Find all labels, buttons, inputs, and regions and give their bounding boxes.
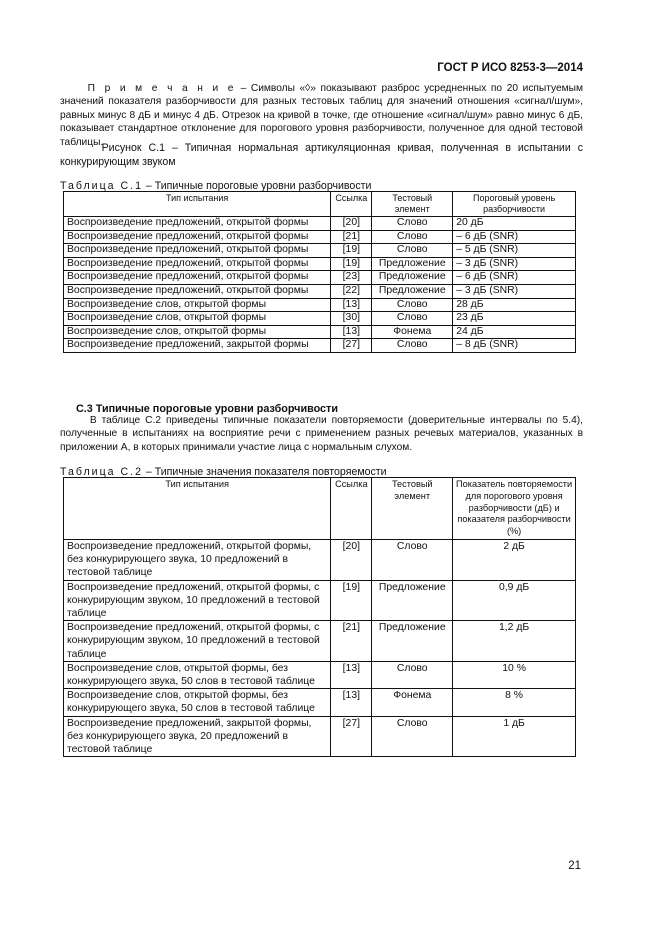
cell-test-type: Воспроизведение слов, открытой формы, без конкурирующего звука, 50 слов в тестовой таблице bbox=[64, 661, 331, 688]
cell-value: – 6 дБ (SNR) bbox=[453, 271, 576, 285]
cell-test-type: Воспроизведение предложений, открытой формы bbox=[64, 271, 331, 285]
table-row bbox=[64, 257, 576, 271]
cell-reference: [19] bbox=[331, 244, 372, 258]
cell-reference: [27] bbox=[331, 339, 372, 353]
table-row bbox=[64, 539, 576, 580]
table1-caption-text: – Типичные пороговые уровни разборчивости bbox=[142, 180, 372, 192]
figure-caption bbox=[60, 142, 583, 169]
cell-test-type: Воспроизведение слов, открытой формы bbox=[64, 298, 331, 312]
figure-caption-text: Рисунок С.1 – Типичная нормальная артикуляционная кривая, полученная в испытании с конкурирующим звуком bbox=[60, 142, 583, 168]
cell-test-element: Слово bbox=[372, 539, 453, 580]
note-paragraph bbox=[60, 82, 583, 149]
cell-test-type: Воспроизведение слов, открытой формы bbox=[64, 325, 331, 339]
table-header-row bbox=[64, 478, 576, 540]
cell-test-element: Слово bbox=[372, 217, 453, 231]
section-text: В таблице С.2 приведены типичные показатели повторяемости (доверительные интервалы по 5.4), полученные в испытаниях на восприятие речи с применением разных речевых материалов, указанных в приложении А, в которых принимали участие лица с нормальным слухом. bbox=[60, 415, 583, 453]
cell-value: 20 дБ bbox=[453, 217, 576, 231]
cell-test-type: Воспроизведение предложений, закрытой формы, без конкурирующего звука, 20 предложений в тестовой таблице bbox=[64, 716, 331, 757]
table-row bbox=[64, 244, 576, 258]
section-paragraph bbox=[60, 414, 583, 454]
cell-reference: [21] bbox=[331, 621, 372, 662]
header-repeatability: Показатель повторяемости для порогового уровня разборчивости (дБ) и показателя разборчивости (%) bbox=[453, 478, 576, 540]
table1-body bbox=[64, 217, 576, 353]
section-heading: С.3 Типичные пороговые уровни разборчивости bbox=[76, 403, 338, 415]
table-row bbox=[64, 716, 576, 757]
cell-reference: [13] bbox=[331, 661, 372, 688]
header-reference: Ссылка bbox=[331, 478, 372, 540]
cell-reference: [13] bbox=[331, 689, 372, 716]
cell-test-element: Фонема bbox=[372, 325, 453, 339]
cell-value: 2 дБ bbox=[453, 539, 576, 580]
table-row bbox=[64, 312, 576, 326]
header-threshold-level: Пороговый уровень разборчивости bbox=[453, 192, 576, 217]
cell-value: 23 дБ bbox=[453, 312, 576, 326]
table-row bbox=[64, 689, 576, 716]
note-label: П р и м е ч а н и е bbox=[87, 83, 236, 94]
cell-reference: [19] bbox=[331, 257, 372, 271]
header-test-type: Тип испытания bbox=[64, 478, 331, 540]
cell-reference: [22] bbox=[331, 284, 372, 298]
table-row bbox=[64, 339, 576, 353]
cell-value: 1 дБ bbox=[453, 716, 576, 757]
cell-test-type: Воспроизведение предложений, открытой формы, с конкурирующим звуком, 10 предложений в тестовой таблице bbox=[64, 621, 331, 662]
cell-test-type: Воспроизведение предложений, открытой формы bbox=[64, 230, 331, 244]
cell-test-type: Воспроизведение предложений, открытой формы bbox=[64, 284, 331, 298]
cell-test-type: Воспроизведение предложений, закрытой формы bbox=[64, 339, 331, 353]
cell-reference: [20] bbox=[331, 539, 372, 580]
cell-value: 0,9 дБ bbox=[453, 580, 576, 621]
table-threshold-levels bbox=[63, 191, 576, 353]
table-row bbox=[64, 661, 576, 688]
cell-test-type: Воспроизведение слов, открытой формы bbox=[64, 312, 331, 326]
table-row bbox=[64, 298, 576, 312]
table2-caption-text: – Типичные значения показателя повторяемости bbox=[142, 466, 387, 478]
cell-reference: [23] bbox=[331, 271, 372, 285]
cell-value: 8 % bbox=[453, 689, 576, 716]
header-reference: Ссылка bbox=[331, 192, 372, 217]
cell-test-element: Слово bbox=[372, 230, 453, 244]
cell-test-element: Предложение bbox=[372, 257, 453, 271]
cell-test-element: Предложение bbox=[372, 284, 453, 298]
cell-reference: [30] bbox=[331, 312, 372, 326]
cell-test-element: Слово bbox=[372, 298, 453, 312]
document-code-header: ГОСТ Р ИСО 8253-3—2014 bbox=[437, 62, 583, 74]
cell-reference: [21] bbox=[331, 230, 372, 244]
cell-test-type: Воспроизведение предложений, открытой формы bbox=[64, 217, 331, 231]
header-test-element: Тестовый элемент bbox=[372, 192, 453, 217]
table-row bbox=[64, 230, 576, 244]
cell-value: – 5 дБ (SNR) bbox=[453, 244, 576, 258]
cell-test-element: Слово bbox=[372, 661, 453, 688]
cell-value: 24 дБ bbox=[453, 325, 576, 339]
cell-value: – 6 дБ (SNR) bbox=[453, 230, 576, 244]
cell-reference: [13] bbox=[331, 325, 372, 339]
cell-test-type: Воспроизведение предложений, открытой формы bbox=[64, 244, 331, 258]
cell-test-element: Предложение bbox=[372, 621, 453, 662]
table-row bbox=[64, 217, 576, 231]
cell-test-element: Слово bbox=[372, 312, 453, 326]
table-row bbox=[64, 325, 576, 339]
table-repeatability bbox=[63, 477, 576, 757]
cell-test-element: Слово bbox=[372, 339, 453, 353]
cell-test-element: Слово bbox=[372, 716, 453, 757]
table-header-row bbox=[64, 192, 576, 217]
cell-value: – 3 дБ (SNR) bbox=[453, 284, 576, 298]
cell-test-type: Воспроизведение предложений, открытой формы, с конкурирующим звуком, 10 предложений в тестовой таблице bbox=[64, 580, 331, 621]
table1-caption-label: Таблица С.1 bbox=[60, 180, 143, 192]
header-test-element: Тестовый элемент bbox=[372, 478, 453, 540]
cell-value: – 8 дБ (SNR) bbox=[453, 339, 576, 353]
cell-test-element: Предложение bbox=[372, 580, 453, 621]
table2-caption-label: Таблица С.2 bbox=[60, 466, 143, 478]
table-row bbox=[64, 271, 576, 285]
cell-test-type: Воспроизведение предложений, открытой формы, без конкурирующего звука, 10 предложений в тестовой таблице bbox=[64, 539, 331, 580]
header-test-type: Тип испытания bbox=[64, 192, 331, 217]
cell-test-element: Фонема bbox=[372, 689, 453, 716]
cell-test-element: Слово bbox=[372, 244, 453, 258]
cell-value: – 3 дБ (SNR) bbox=[453, 257, 576, 271]
cell-test-element: Предложение bbox=[372, 271, 453, 285]
cell-test-type: Воспроизведение слов, открытой формы, без конкурирующего звука, 50 слов в тестовой таблице bbox=[64, 689, 331, 716]
cell-value: 28 дБ bbox=[453, 298, 576, 312]
note-text: – Символы «◊» показывают разброс усредненных по 20 испытуемым значений показателя разборчивости для разных тестовых таблиц для значений отношения «сигнал/шум», равных минус 8 дБ и минус 4 дБ. Отрезок на кривой в точке, где отношение «сигнал/шум» равно минус 6 дБ, показывает стандартное отклонение для порогового уровня разборчивости, полученное для одной тестовой таблицы. bbox=[60, 83, 584, 148]
page-number: 21 bbox=[568, 860, 581, 872]
cell-reference: [20] bbox=[331, 217, 372, 231]
cell-reference: [19] bbox=[331, 580, 372, 621]
table-row bbox=[64, 580, 576, 621]
table-row bbox=[64, 284, 576, 298]
cell-test-type: Воспроизведение предложений, открытой формы bbox=[64, 257, 331, 271]
table2-body bbox=[64, 539, 576, 756]
cell-value: 1,2 дБ bbox=[453, 621, 576, 662]
table-row bbox=[64, 621, 576, 662]
cell-reference: [13] bbox=[331, 298, 372, 312]
cell-reference: [27] bbox=[331, 716, 372, 757]
cell-value: 10 % bbox=[453, 661, 576, 688]
